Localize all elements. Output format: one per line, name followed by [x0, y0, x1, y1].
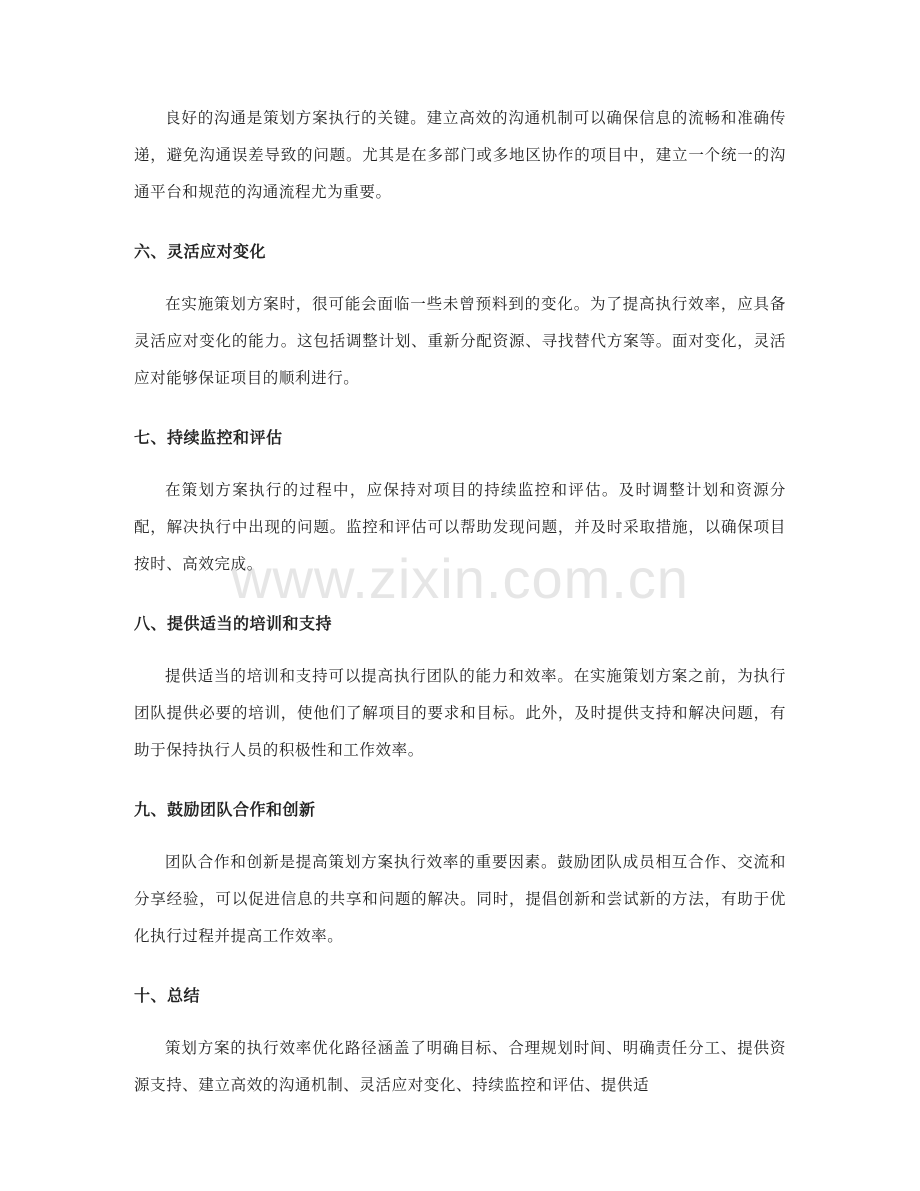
paragraph-communication: 良好的沟通是策划方案执行的关键。建立高效的沟通机制可以确保信息的流畅和准确传递，避免沟通误差导致的问题。尤其是在多部门或多地区协作的项目中，建立一个统一的沟通平台和规范的沟通流程尤为重要。: [134, 109, 786, 201]
heading-training-support: 八、提供适当的培训和支持: [134, 614, 333, 633]
watermark: www.zixin.com.cn: [231, 547, 689, 610]
paragraph-monitoring-evaluation: 在策划方案执行的过程中，应保持对项目的持续监控和评估。及时调整计划和资源分配，解决执行中出现的问题。监控和评估可以帮助发现问题，并及时采取措施，以确保项目按时、高效完成。: [134, 481, 786, 573]
heading-monitoring-evaluation: 七、持续监控和评估: [134, 428, 283, 447]
document-body: [134, 100, 786, 1104]
paragraph-teamwork-innovation: 团队合作和创新是提高策划方案执行效率的重要因素。鼓励团队成员相互合作、交流和分享经验，可以促进信息的共享和问题的解决。同时，提倡创新和尝试新的方法，有助于优化执行过程并提高工作效率。: [134, 853, 786, 945]
paragraph-summary: 策划方案的执行效率优化路径涵盖了明确目标、合理规划时间、明确责任分工、提供资源支持、建立高效的沟通机制、灵活应对变化、持续监控和评估、提供适: [134, 1039, 786, 1094]
paragraph-flexible-response: 在实施策划方案时，很可能会面临一些未曾预料到的变化。为了提高执行效率，应具备灵活应对变化的能力。这包括调整计划、重新分配资源、寻找替代方案等。面对变化，灵活应对能够保证项目的顺利进行。: [134, 295, 786, 387]
heading-teamwork-innovation: 九、鼓励团队合作和创新: [134, 800, 316, 819]
paragraph-training-support: 提供适当的培训和支持可以提高执行团队的能力和效率。在实施策划方案之前，为执行团队提供必要的培训，使他们了解项目的要求和目标。此外，及时提供支持和解决问题，有助于保持执行人员的积极性和工作效率。: [134, 667, 786, 759]
heading-flexible-response: 六、灵活应对变化: [134, 242, 267, 261]
heading-summary: 十、总结: [134, 986, 201, 1005]
